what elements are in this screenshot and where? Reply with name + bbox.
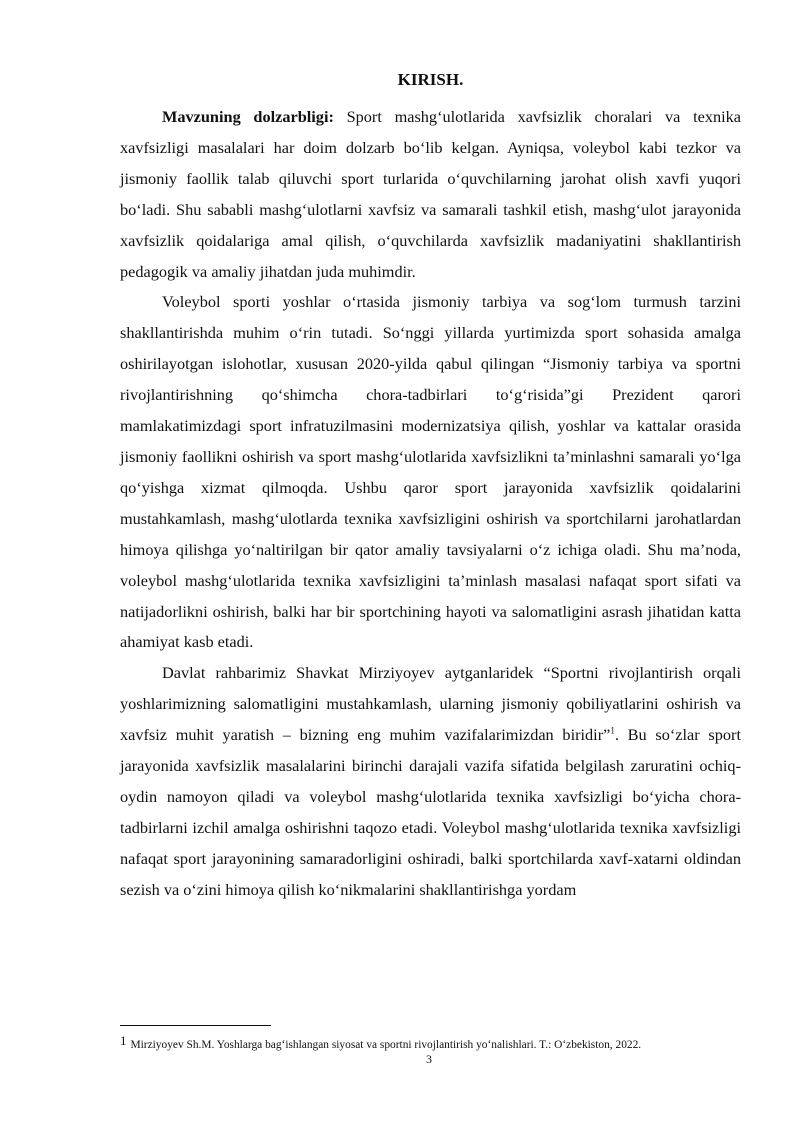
quote-text: Davlat rahbarimiz Shavkat Mirziyoyev aytganlaridek “Sportni rivojlantirish orqali yoshlarimizning salomatligini mustahkamlash, ularning jismoniy qobiliyatlarini oshirish va xavfsiz muhit yaratish – bizning eng muhim vazifalarimizdan biridir” — [120, 663, 741, 745]
footnote — [120, 1033, 760, 1053]
footnote-separator — [120, 1025, 271, 1026]
footnote-text: Mirziyoyev Sh.M. Yoshlarga bag‘ishlangan siyosat va sportni rivojlantirish yo‘nalishlari. T.: O‘zbekiston, 2022. — [130, 1039, 642, 1051]
footnote-mark: 1 — [120, 1033, 127, 1048]
paragraph-lead: Mavzuning dolzarbligi: — [162, 107, 334, 126]
quote-continuation: . Bu so‘zlar sport jarayonida xavfsizlik masalalarini birinchi darajali vazifa sifatida belgilash zaruratini ochiq-oydin namoyon qiladi va voleybol mashg‘ulotlarida texnika xavfsizligi bo‘yicha chora-tadbirlarni izchil amalga oshirishni taqozo etadi. Voleybol mashg‘ulotlarida texnika xavfsizligi nafaqat sport jarayonining samaradorligini oshiradi, balki sportchilarda xavf-xatarni oldindan sezish va o‘zini himoya qilish ko‘nikmalarini shakllantirishga yordam — [120, 725, 741, 899]
page-body — [120, 66, 741, 906]
section-heading: KIRISH. — [397, 70, 464, 89]
page-number: 3 — [426, 1052, 432, 1066]
paragraph-president-quote — [120, 658, 741, 905]
paragraph-relevance — [120, 102, 741, 287]
paragraph-relevance-text: Sport mashg‘ulotlarida xavfsizlik choralari va texnika xavfsizligi masalalari har doim dolzarb bo‘lib kelgan. Ayniqsa, voleybol kabi tezkor va jismoniy faollik talab qiluvchi sport turlarida o‘quvchilarning jarohat olish xavfi yuqori bo‘ladi. Shu sababli mashg‘ulotlarni xavfsiz va samarali tashkil etish, mashg‘ulot jarayonida xavfsizlik qoidalariga amal qilish, o‘quvchilarda xavfsizlik madaniyatini shakllantirish pedagogik va amaliy jihatdan juda muhimdir. — [120, 107, 741, 281]
paragraph-volleyball: Voleybol sporti yoshlar o‘rtasida jismoniy tarbiya va sog‘lom turmush tarzini shakllantirishda muhim o‘rin tutadi. So‘nggi yillarda yurtimizda sport sohasida amalga oshirilayotgan islohotlar, xususan 2020-yilda qabul qilingan “Jismoniy tarbiya va sportni rivojlantirishning qo‘shimcha chora-tadbirlari to‘g‘risida”gi Prezident qarori mamlakatimizdagi sport infratuzilmasini modernizatsiya qilish, yoshlar va kattalar orasida jismoniy faollikni oshirish va sport mashg‘ulotlarida xavfsizlikni ta’minlashni samarali yo‘lga qo‘yishga xizmat qilmoqda. Ushbu qaror sport jarayonida xavfsizlik qoidalarini mustahkamlash, mashg‘ulotlarda texnika xavfsizligini oshirish va sportchilarni jarohatlardan himoya qilishga yo‘naltirilgan bir qator amaliy tavsiyalarni o‘z ichiga oladi. Shu ma’noda, voleybol mashg‘ulotlarida texnika xavfsizligini ta’minlash masalasi nafaqat sport sifati va natijadorlikni oshirish, balki har bir sportchining hayoti va salomatligini asrash jihatidan katta ahamiyat kasb etadi. — [120, 292, 741, 652]
footnote-reference[interactable]: 1 — [610, 725, 615, 736]
